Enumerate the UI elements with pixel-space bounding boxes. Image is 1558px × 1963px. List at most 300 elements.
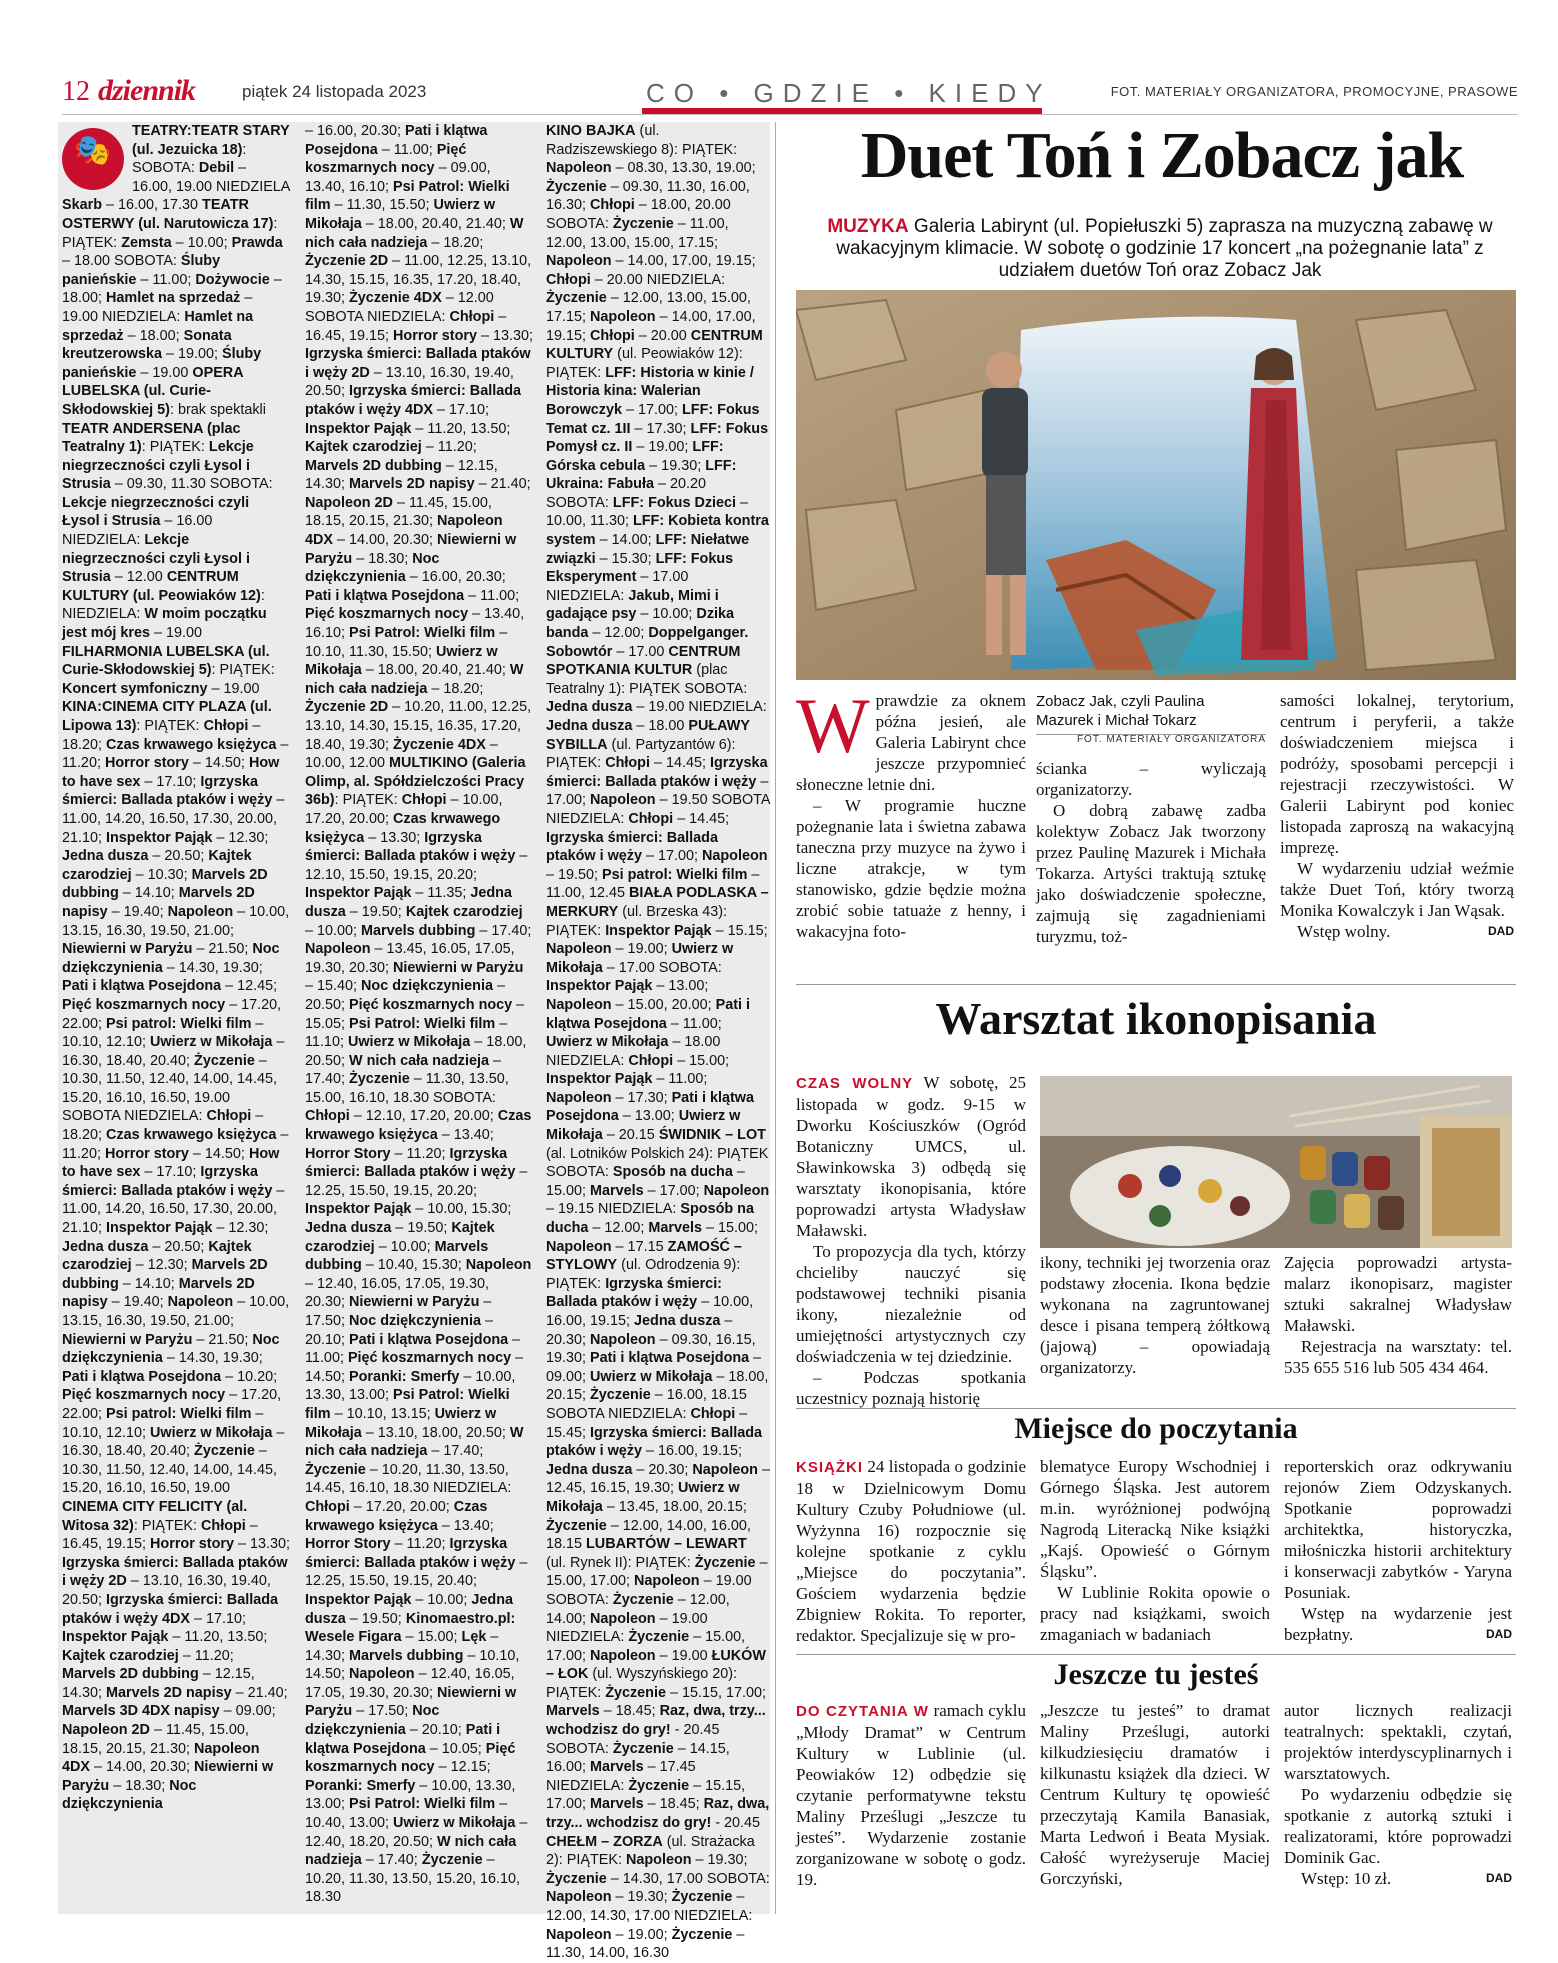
listing-title: Noc dziękczynienia (62, 941, 280, 976)
listing-times: – 14.30, 19.30; (162, 959, 263, 976)
listing-times: – 13.10, 18.00, 20.50; (361, 1424, 510, 1441)
listing-times: – 16.00, 20.30; (405, 569, 506, 586)
listing-title: How to have sex (62, 755, 280, 790)
listing-title: ŁUKÓW – ŁOK (546, 1647, 766, 1683)
listing-title: How to have sex (62, 1145, 280, 1181)
photo-caption-credit: FOT. MATERIAŁY ORGANIZATORA (1076, 734, 1266, 745)
listing-times: – 13.00; (652, 978, 709, 995)
listing-title: PUŁAWY SYBILLA (546, 718, 750, 753)
article1-headline: Duet Toń i Zobacz jak (860, 119, 1464, 192)
listing-times: – 10.00, 17.20, 20.00; (305, 792, 503, 827)
listing-title: Uwierz w Mikołaja (546, 1108, 741, 1144)
listing-title: Jedna dusza (305, 885, 512, 920)
listing-times: – 12.40, 18.20, 20.50; (305, 1815, 528, 1850)
listing-title: Prawda (231, 234, 283, 251)
article1-column-2: ścianka – wyliczają organizatorzy. O dobrą zabawę zadba kolektyw Zobacz Jak tworzony przez Paulinę Mazurek i Michała Tokarza. Artyści traktują sztukę jako doświadczenie społeczne, zajmują się zagadnieniami turyzmu, toż- (1036, 759, 1266, 946)
article3-column-2: blematyce Europy Wschodniej i Górnego Śląska. Jest autorem m.in. wyróżnionej podwójną Nagrodą Literacką Nike książki „Kajś. Opowieść o Górnym Śląsku”. W Lublinie Rokita opowie o pracy nad książkami, swoich zmaganiach w badaniach (1040, 1457, 1270, 1644)
listing-times: (ul. Peowiaków 12): PIĄTEK: (546, 346, 743, 381)
listing-times: – 18.00; (123, 327, 184, 344)
listing-title: Horror story (104, 755, 189, 772)
listing-title: Uwierz w Mikołaja (150, 1424, 273, 1441)
listing-times: – 17.00; (641, 848, 702, 865)
listing-title: Napoleon (305, 941, 371, 958)
listing-times: – 19.00 SOBOTA: (546, 1573, 752, 1608)
listing-times: : NIEDZIELA: (62, 587, 265, 623)
article-divider (796, 1654, 1516, 1655)
listing-times: – 16.30, 18.40, 20.40; (62, 1034, 285, 1069)
listing-times: – 10.00; (171, 234, 232, 251)
listing-times: (ul. Strażacka 2): PIĄTEK: (546, 1833, 755, 1869)
listing-times: – 12.00, 14.00, 16.00, 18.15 (546, 1517, 751, 1553)
listing-title: Marvels 2D dubbing (62, 1257, 268, 1292)
listing-times: – 19.50 SOBOTA NIEDZIELA: (546, 792, 770, 827)
article3-signature: DAD (1486, 1627, 1512, 1641)
listing-title: Inspektor Pająk (62, 1629, 169, 1646)
listing-times: – 16.00, 20.30; (305, 123, 406, 139)
listing-title: Pati i klątwa Posejdona (349, 1331, 509, 1348)
listing-title: Napoleon (546, 160, 612, 177)
listing-title: Pati i klątwa Posejdona (62, 978, 222, 995)
listing-title: LFF: Niełatwe związki (546, 532, 750, 567)
listing-title: Chłopi (206, 1108, 252, 1125)
listing-times: – 12.10, 17.20, 20.00; (349, 1108, 498, 1125)
listing-times: – 17.10; (432, 401, 489, 418)
listing-title: Inspektor Pająk (106, 1220, 213, 1237)
listing-title: Napoleon (590, 792, 656, 809)
listing-title: Koncert symfoniczny (62, 680, 208, 697)
listing-title: Pięć koszmarnych nocy (347, 1350, 512, 1367)
listing-times: – 11.30, 13.50, 15.00, 16.10, 18.30 SOBOTA: (305, 1071, 509, 1106)
listing-title: Jakub, Mimi i gadające psy (546, 587, 719, 623)
listing-times: – 21.40; (231, 1684, 288, 1701)
listing-title: Psi patrol: Wielki film (106, 1015, 252, 1032)
listing-times: – 12.15, 14.30; (62, 1666, 255, 1701)
listing-times: – 17.30; (630, 420, 691, 437)
listing-times: – 08.30, 13.30, 19.00; (611, 160, 756, 177)
listing-title: Napoleon (692, 1461, 758, 1478)
listing-times: – 12.00, 13.00, 15.00, 17.15; (546, 290, 751, 325)
listing-times: – 17.00; (643, 1182, 704, 1199)
listing-times: – 12.00; (588, 1220, 649, 1237)
listing-title: W nich cała nadzieja (305, 662, 524, 697)
listing-title: Chłopi (590, 327, 635, 344)
listing-times: : SOBOTA: (132, 141, 247, 177)
listing-times: – 17.20, 20.00; (349, 1498, 454, 1515)
listing-title: Jedna dusza (634, 1313, 721, 1329)
listing-times: (ul. Partyzantów 6): PIĄTEK: (546, 736, 736, 772)
listing-title: Napoleon (590, 1331, 656, 1348)
listing-times: – 14.45; (649, 755, 710, 772)
listing-title: Napoleon (546, 1889, 612, 1906)
listing-times: – 19.00; (611, 1926, 672, 1943)
listing-times: – 09.30, 11.30, 16.00, 16.30; (546, 178, 750, 214)
listing-times: – 20.10; (305, 1313, 493, 1348)
listing-times: – 16.00 NIEDZIELA: (62, 513, 213, 549)
listing-times: – 12.25, 15.50, 19.15, 20.40; (305, 1554, 528, 1590)
article4-headline: Jeszcze tu jesteś (1053, 1658, 1259, 1691)
listing-times: – 14.00, 20.30; (90, 1759, 195, 1776)
listing-times: – 15.15, 17.00; (546, 1777, 746, 1813)
page-number: 12 (62, 76, 90, 107)
listing-times: – 17.10; (140, 773, 201, 790)
listing-title: Życzenie (546, 290, 607, 307)
listing-title: BIAŁA PODLASKA – MERKURY (546, 885, 769, 920)
listing-times: – 11.00, 12.25, 13.10, 14.30, 15.15, 16.35, 17.20, 18.40, 19.30; (305, 253, 532, 307)
listing-times: – 11.30, 15.50; (330, 197, 434, 214)
article4-column-1 (796, 1700, 1026, 1890)
listing-times: – 17.40; (475, 922, 532, 939)
listing-title: LFF: Górska cebula (546, 439, 724, 474)
listing-title: Jedna dusza (62, 1238, 149, 1255)
listing-title: Kinomaestro.pl: Wesele Figara (305, 1610, 516, 1646)
listing-times: – 11.00; (464, 587, 520, 604)
listing-times: – 19.40; (107, 903, 168, 920)
listing-times: – 19.00; (632, 439, 693, 456)
listing-title: Uwierz w Mikołaja (305, 197, 496, 232)
article3-col3-text: reporterskich oraz odkrywaniu rejonów Ziem Odzyskanych. Spotkanie poprowadzi architektka, historyczka, miłośniczka historii architektury i konserwacji zabytków - Yaryna Posuniak. Wstęp na wydarzenie jest bezpłatny. (1284, 1457, 1512, 1644)
listing-title: Noc dziękczynienia (361, 978, 493, 995)
listing-title: TEATR STARY (ul. Jezuicka 18) (132, 123, 290, 158)
listing-title: Igrzyska śmierci: Ballada ptaków i węży 4DX (305, 383, 521, 418)
listing-title: Marvels 2D napisy (62, 885, 255, 920)
listing-title: Horror story (393, 327, 477, 344)
listing-times: – 16.00, 17.30 (102, 197, 203, 214)
listing-title: Życzenie (671, 1889, 733, 1906)
listing-times: – 19.30; (645, 457, 706, 474)
listings-panel (58, 122, 770, 1962)
listing-times: – 18.00, 20.00 SOBOTA: (546, 197, 731, 232)
listing-times: – 14.00, 17.00, 19.15; (611, 253, 756, 270)
listing-title: Życzenie (671, 1926, 733, 1943)
listing-title: Życzenie 4DX (349, 290, 442, 307)
listing-title: Napoleon (546, 996, 612, 1013)
listing-times: – 12.00; (588, 625, 649, 642)
listing-times: – 17.00; (621, 401, 682, 418)
listing-title: Życzenie 4DX (393, 736, 486, 753)
listing-times: – 19.00 (136, 364, 193, 381)
listing-times: – 19.00 (207, 680, 260, 697)
listing-title: Lekcje niegrzeczności czyli Łysol i Strusia (62, 494, 250, 530)
listing-times: – 17.40; (305, 1052, 501, 1088)
listing-title: W nich cała nadzieja (305, 1424, 524, 1460)
listing-times: – 18.30; (109, 1777, 170, 1794)
listing-times: – 15.45; (546, 1405, 748, 1441)
listing-times: – 10.00, 16.00, 19.15; (546, 1294, 754, 1329)
listing-times: – 11.10; (305, 1015, 508, 1051)
listing-title: Uwierz w Mikołaja (305, 1405, 497, 1441)
listing-title: Igrzyska śmierci: Ballada ptaków i węży (62, 773, 273, 809)
listing-title: KINA: (62, 699, 102, 716)
listing-times: – 11.00, 14.20, 16.50, 17.30, 20.00, 21.10; (62, 1182, 285, 1237)
photo-credit: FOT. MATERIAŁY ORGANIZATORA, PROMOCYJNE, PRASOWE (1110, 84, 1518, 99)
listing-title: Uwierz w Mikołaja (305, 643, 498, 679)
listing-title: Kajtek czarodziej (305, 1220, 495, 1255)
listing-times: – 14.00; (595, 532, 656, 549)
listing-times: – 11.45, 15.00, 18.15, 20.15, 21.30; (62, 1722, 249, 1757)
listing-title: LUBARTÓW – LEWART (586, 1536, 747, 1553)
listing-times: – 20.15 (602, 1127, 659, 1144)
listing-title: Marvels 2D dubbing (305, 457, 442, 474)
listing-times: – 18.00; (62, 271, 282, 307)
listing-times: – 14.00, 17.00, 19.15; (546, 308, 756, 344)
article1-dropcap: W (796, 682, 870, 769)
listing-times: - 20.45 SOBOTA: (546, 1722, 720, 1757)
listing-title: Napoleon (546, 941, 612, 958)
listing-title: Poranki: Smerfy (305, 1777, 416, 1794)
listing-times: : PIĄTEK: (141, 439, 209, 456)
listing-title: Śluby panieńskie (62, 253, 221, 288)
listing-title: Życzenie (194, 1443, 255, 1460)
listing-times: – 19.30; (691, 1852, 748, 1869)
listing-times: – 15.30; (595, 550, 656, 567)
listing-title: Skarb (62, 197, 102, 214)
listing-title: Chłopi (449, 308, 495, 325)
listing-title: Dzika banda (546, 606, 735, 642)
listing-title: Kajtek czarodziej (405, 903, 523, 920)
listing-times: – 11.00; (305, 1331, 521, 1367)
article1-lead (810, 216, 1510, 282)
listing-times: – 10.20, 11.00, 12.25, 13.10, 14.30, 15.15, 16.35, 17.20, 18.40, 19.30; (305, 699, 532, 753)
listing-times: : PIĄTEK: (211, 662, 275, 679)
listing-times: – 14.30; (305, 1629, 499, 1664)
listing-title: Horror story (104, 1145, 189, 1162)
listing-title: LFF: Ukraina: Fabuła (546, 457, 737, 493)
listing-title: Igrzyska śmierci: Ballada ptaków i węży 2D (62, 1554, 288, 1590)
listing-title: Sposób na ducha (546, 1201, 754, 1237)
listing-times: – 11.00, 12.00, 13.00, 15.00, 17.15; (546, 215, 729, 251)
listing-title: TEATRY: (132, 123, 192, 139)
listing-title: Czas krwawego księżyca (106, 1127, 277, 1144)
listing-times: – 10.00, 13.30, 13.00; (305, 1777, 516, 1813)
listing-title: Marvels 2D dubbing (62, 1666, 199, 1683)
article1-col3-text: samości lokalnej, terytorium, centrum i peryferii, a także doświadczeniem miejsca i podróży, sposobami percepcji i rejestracji rzeczywistości. W Galerii Labirynt pod koniec listopada zaproszą na wakacyjną imprezę. W wydarzeniu udział weźmie także Duet Toń, który tworzą Monika Kowalczyk i Jan Wąsak. Wstęp wolny. (1280, 691, 1514, 941)
listing-title: LFF: Fokus Eksperyment (546, 550, 734, 586)
listing-title: Psi Patrol: Wielki film (305, 1387, 510, 1422)
listing-times: – 10.30; (131, 866, 192, 883)
listing-times: – 12.45, 16.15, 19.30; (546, 1461, 770, 1497)
listing-title: Inspektor Pająk (305, 420, 412, 437)
listing-times: – 19.00; (611, 941, 672, 958)
listing-title: Chłopi (401, 792, 447, 809)
article2-kicker: CZAS WOLNY (796, 1075, 914, 1092)
listing-title: Inspektor Pająk (546, 978, 653, 995)
listing-title: Jedna dusza (62, 848, 149, 865)
listing-title: Igrzyska śmierci: Ballada ptaków i węży (546, 1424, 762, 1460)
listing-title: Igrzyska śmierci: Ballada ptaków i węży 2D (305, 346, 531, 381)
listing-times: – 17.20, 22.00; (62, 996, 282, 1032)
listing-title: LFF: Historia w kinie / Historia kina: Walerian Borowczyk (546, 364, 754, 418)
listing-title: Życzenie (628, 1777, 690, 1794)
listing-times: (ul. Rynek II): PIĄTEK: (546, 1554, 695, 1571)
listing-times: – 19.00 NIEDZIELA: (546, 1610, 708, 1646)
listing-title: Napoleon (701, 848, 768, 865)
listing-times: – 18.00, 20.40, 21.40; (361, 662, 510, 679)
listing-times: – 11.00, 14.20, 16.50, 17.30, 20.00, 21.10; (62, 792, 285, 846)
listing-title: Hamlet na sprzedaż (106, 290, 241, 307)
listing-title: Poranki: Smerfy (349, 1368, 460, 1385)
article1-lead-text: Galeria Labirynt (ul. Popiełuszki 5) zaprasza na muzyczną zabawę w wakacyjnym klimacie. W sobotę o godzinie 17 koncert „na pożegnanie lata” z udziałem duetów Toń oraz Zobacz Jak (836, 216, 1493, 281)
listing-title: LFF: Fokus Temat cz. 1II (546, 401, 760, 437)
listing-times: – 17.10; (140, 1164, 201, 1181)
listing-times: – 11.20, 13.50; (168, 1629, 268, 1646)
listing-title: Marvels 3D 4DX napisy (62, 1703, 220, 1720)
listing-title: CENTRUM SPOTKANIA KULTUR (546, 643, 741, 679)
listing-times: – 20.30; (632, 1461, 693, 1478)
listing-times: – 11.00; (136, 271, 196, 288)
listing-times: – 10.00, 15.30; (411, 1201, 512, 1218)
listing-title: Horror Story (305, 1145, 391, 1162)
listing-title: Sposób na ducha (612, 1164, 733, 1181)
listing-title: LFF: Fokus Pomysł cz. II (546, 420, 769, 456)
listing-title: Pięć koszmarnych nocy (305, 606, 469, 623)
listing-times: – 10.10, 14.50; (305, 1647, 520, 1683)
listing-title: Horror story (150, 1536, 234, 1553)
listing-times: – 19.30; (611, 1889, 672, 1906)
listing-title: CHEŁM – ZORZA (546, 1833, 663, 1850)
listing-times: – 13.40; (437, 1517, 494, 1534)
listing-times: – 17.40; (427, 1443, 484, 1460)
listing-title: Jedna dusza (546, 699, 633, 716)
listing-times: – 10.20, 11.30, 13.50, 15.20, 16.10, 18.30 (305, 1852, 520, 1906)
listing-times: – 10.40, 15.30; (361, 1257, 466, 1274)
listing-times: – 17.50; (305, 1294, 492, 1329)
listing-title: Pięć koszmarnych nocy (62, 1387, 226, 1404)
listing-times: – 09.00, 13.40, 16.10; (305, 160, 491, 195)
listing-title: Pięć koszmarnych nocy (62, 996, 226, 1013)
listing-times: – 10.05; (425, 1740, 486, 1757)
listing-title: Pati i klątwa Posejdona (590, 1350, 750, 1367)
listing-title: Psi patrol: Wielki film (602, 866, 748, 883)
listing-title: Uwierz w Mikołaja (546, 1034, 669, 1051)
listing-times: – 17.20, 22.00; (62, 1387, 282, 1422)
listing-title: Czas krwawego księżyca (305, 1498, 488, 1534)
listing-title: Inspektor Pająk (605, 922, 712, 939)
listing-times: – 19.00 (150, 625, 203, 642)
listing-title: Życzenie (612, 1740, 674, 1757)
listing-times: – 13.10, 16.30, 19.40, 20.50; (305, 364, 514, 400)
listing-title: W nich cała nadzieja (305, 1833, 517, 1869)
listing-title: Igrzyska śmierci: Ballada ptaków i węży (305, 829, 516, 865)
listing-times: – 20.20 SOBOTA: (546, 476, 706, 511)
listing-times: – 18.20; (62, 718, 261, 753)
article4-signature: DAD (1486, 1871, 1512, 1885)
listing-title: Marvels (590, 1796, 644, 1813)
section-title: CO • GDZIE • KIEDY (646, 78, 1052, 108)
listing-times: – 14.50; (305, 1350, 524, 1385)
listing-times: – 18.45; (643, 1796, 704, 1813)
listing-title: Napoleon (546, 253, 612, 270)
listing-times: – 15.15, 17.00; (665, 1684, 767, 1701)
listing-title: Życzenie (612, 215, 674, 232)
listing-title: CENTRUM KULTURY (546, 327, 763, 363)
listing-times: – 17.15 (611, 1238, 668, 1255)
listing-title: Napoleon 2D (305, 494, 393, 511)
listing-title: Życzenie (590, 1387, 651, 1404)
listing-title: Napoleon (625, 1852, 692, 1869)
listing-title: Marvels (546, 1703, 600, 1720)
listing-title: Marvels (590, 1182, 644, 1199)
listing-times: – 13.40, 16.10; (305, 606, 525, 642)
listing-title: Napoleon 4DX (62, 1740, 260, 1776)
listing-title: Noc dziękczynienia (305, 550, 440, 586)
listing-times: – 10.20; (221, 1368, 278, 1385)
listing-title: Napoleon (167, 1294, 234, 1311)
listing-title: Czas krwawego księżyca (106, 736, 277, 753)
listing-title: MULTIKINO (Galeria Olimp, al. Spółdzielczości Pracy 36b) (305, 755, 526, 809)
listing-times: – 16.00, 19.00 NIEDZIELA (132, 160, 290, 195)
listing-times: – 10.10, 12.10; (62, 1015, 264, 1051)
listing-title: Chłopi (690, 1405, 736, 1422)
listing-title: Marvels (590, 1759, 644, 1776)
listing-times: – 20.30; (546, 1313, 733, 1348)
listing-times: – 18.20; (62, 1108, 264, 1144)
issue-date: piątek 24 listopada 2023 (242, 82, 427, 101)
listing-times: – 10.00, 12.00 (305, 736, 498, 772)
listing-title: Marvels dubbing (305, 1238, 489, 1274)
listing-times: – 16.00, 18.15 SOBOTA NIEDZIELA: (546, 1387, 747, 1422)
listing-title: Czas krwawego księżyca (305, 1108, 532, 1144)
listing-title: Lęk (461, 1629, 487, 1646)
listing-times: : brak spektakli (169, 401, 266, 418)
listing-times: – 21.40; (474, 476, 531, 493)
listing-title: Napoleon (634, 1573, 700, 1590)
listing-title: Psi Patrol: Wielki film (349, 1015, 496, 1032)
listing-title: Chłopi (590, 197, 635, 214)
listing-times: – 10.10, 13.15; (330, 1405, 435, 1422)
listing-times: – 20.00 NIEDZIELA: (590, 271, 726, 288)
listing-times: – 15.40; (305, 978, 362, 995)
listing-title: Uwierz w Mikołaja (546, 941, 734, 976)
listing-times: – 18.00 NIEDZIELA: (546, 1034, 721, 1069)
listing-title: ŚWIDNIK – LOT (658, 1127, 766, 1144)
header-divider (62, 114, 1518, 115)
listing-times: – 14.45; (673, 810, 730, 827)
listing-title: Życzenie (194, 1052, 255, 1069)
listing-title: Życzenie (628, 1629, 690, 1646)
listing-times: – 19.50; (546, 866, 603, 883)
listing-title: Życzenie (421, 1852, 483, 1869)
listing-times: - 20.45 (711, 1815, 761, 1832)
photo-caption: Zobacz Jak, czyli Paulina Mazurek i Michał Tokarz (1036, 692, 1266, 735)
article3-kicker: KSIĄŻKI (796, 1459, 863, 1476)
listing-times: – 11.20; (62, 1127, 289, 1162)
listing-title: Napoleon 2D (62, 1722, 150, 1739)
listing-times: – 20.50; (305, 978, 505, 1013)
listing-title: Hamlet na sprzedaż (62, 308, 254, 344)
listing-times: – 18.30; (352, 550, 413, 567)
listing-title: Inspektor Pająk (305, 1591, 412, 1608)
listing-times: – 20.50; (148, 848, 209, 865)
listing-title: Napoleon (590, 1647, 656, 1664)
listing-title: CENTRUM KULTURY (ul. Peowiaków 12) (62, 569, 261, 604)
listing-title: Niewierni w Paryżu (62, 1331, 193, 1348)
listing-times: – 09.30, 16.15, 19.30; (546, 1331, 756, 1367)
listing-times: – 13.00; (618, 1108, 679, 1125)
listing-title: Pati i klątwa Posejdona (305, 123, 488, 158)
listing-times: – 11.00, 12.45 (546, 866, 760, 902)
listing-times: – 12.00 SOBOTA NIEDZIELA: (305, 290, 494, 325)
listing-title: KINO BAJKA (546, 123, 636, 139)
listing-times: – 12.15; (434, 1759, 491, 1776)
listing-times: – 14.30, 17.00 SOBOTA: (606, 1870, 770, 1887)
listing-times: – 18.00, 20.40, 21.40; (361, 215, 510, 232)
listing-times: – 11.20; (421, 439, 477, 456)
listing-title: TEATR OSTERWY (ul. Narutowicza 17) (62, 197, 274, 232)
listing-title: Uwierz w Mikołaja (546, 1480, 740, 1515)
listing-times: – 12.30; (131, 1257, 192, 1274)
listing-title: Marvels 2D napisy (349, 476, 475, 493)
listing-times: – 11.00; (652, 1071, 708, 1088)
